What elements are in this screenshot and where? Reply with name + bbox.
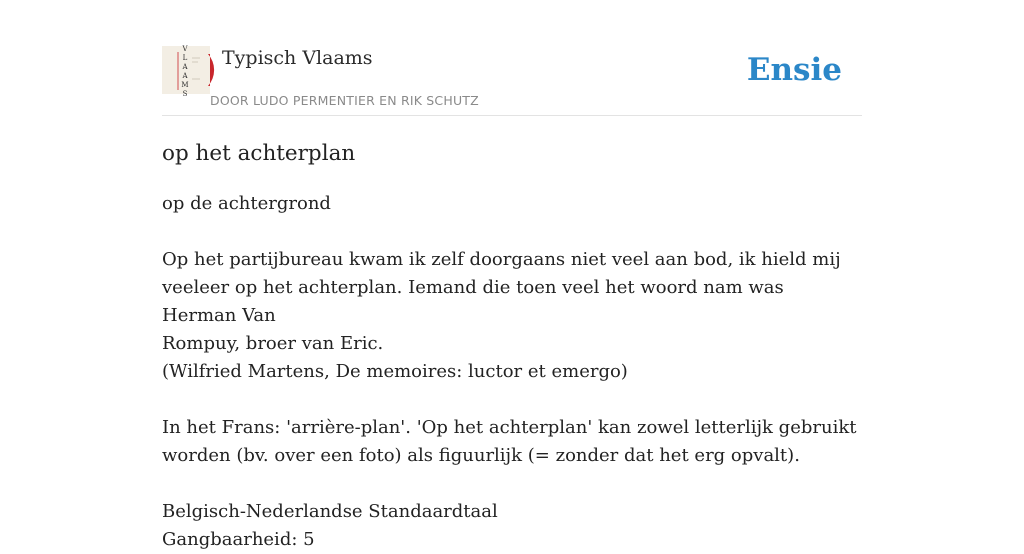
classification <box>162 498 862 554</box>
quote-line: Op het partijbureau kwam ik zelf doorgaans niet veel aan bod, ik hield mij <box>162 249 841 270</box>
header <box>162 46 862 116</box>
logo-letter: S <box>182 90 188 98</box>
logo-letter: A <box>182 72 188 80</box>
entry-headword: op het achterplan <box>162 141 356 166</box>
logo-letter: M <box>181 81 189 89</box>
ensie-brand-link[interactable]: Ensie <box>746 52 842 88</box>
quote-line: Rompuy, broer van Eric. <box>162 333 384 354</box>
entry-definition: op de achtergrond <box>162 193 331 214</box>
frequency-label: Gangbaarheid: 5 <box>162 529 315 550</box>
typisch-vlaams-logo-icon[interactable] <box>162 45 210 98</box>
logo-letter: L <box>182 54 188 62</box>
book-authors: DOOR LUDO PERMENTIER EN RIK SCHUTZ <box>210 93 479 108</box>
book-title-link[interactable]: Typisch Vlaams <box>222 47 373 69</box>
quote-source: (Wilfried Martens, De memoires: luctor et emergo) <box>162 361 628 382</box>
note-line: worden (bv. over een foto) als figuurlijk (= zonder dat het erg opvalt). <box>162 445 800 466</box>
quote-line: veeleer op het achterplan. Iemand die toen veel het woord nam was Herman Van <box>162 277 784 326</box>
usage-note <box>162 414 862 470</box>
entry-content <box>162 138 862 554</box>
logo-graphic <box>162 45 210 98</box>
logo-letter: A <box>182 63 188 71</box>
header-divider <box>162 115 862 116</box>
logo-letter: V <box>182 45 188 53</box>
note-line: In het Frans: 'arrière-plan'. 'Op het achterplan' kan zowel letterlijk gebruikt <box>162 417 857 438</box>
example-quote <box>162 246 862 386</box>
language-variety-label: Belgisch-Nederlandse Standaardtaal <box>162 501 498 522</box>
